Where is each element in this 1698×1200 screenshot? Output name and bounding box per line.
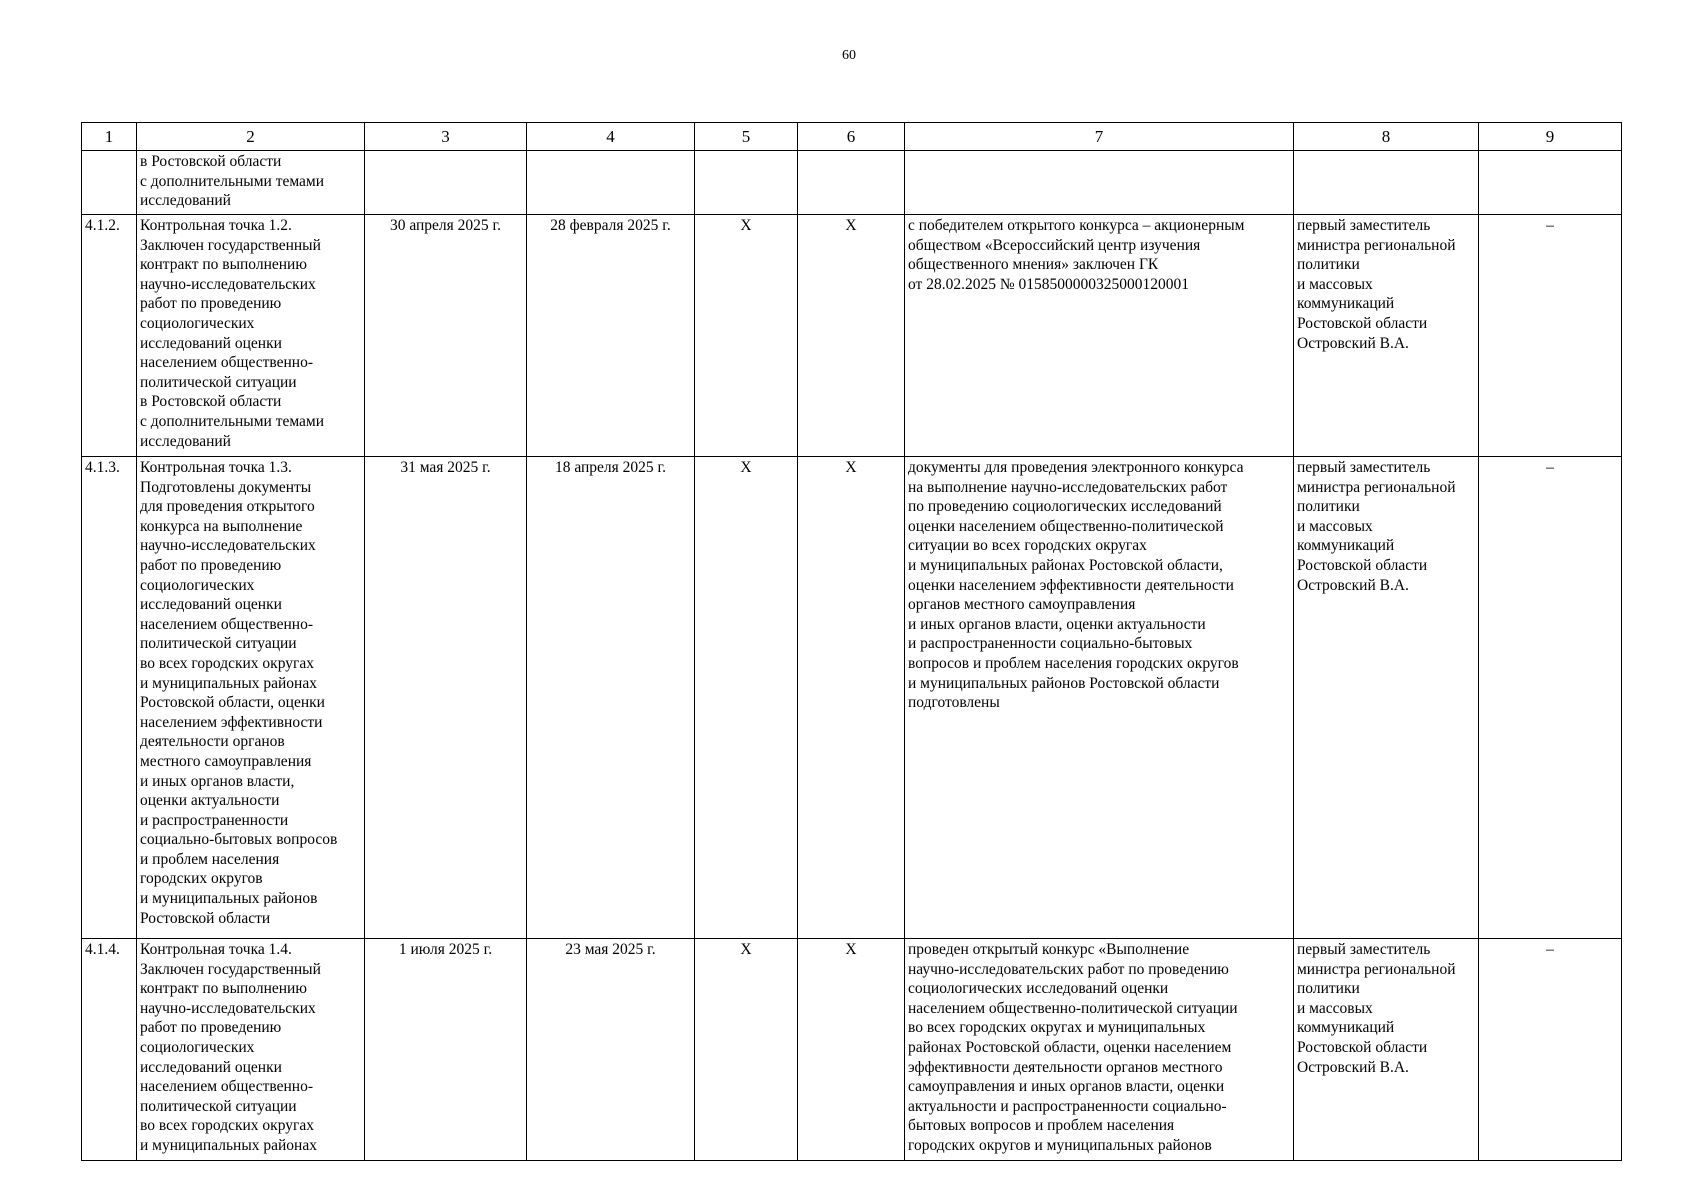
table-row: [82, 151, 1622, 215]
cell-text: 4.1.2.: [85, 217, 120, 234]
cell-text: –: [1546, 217, 1554, 234]
text-line: подготовлены: [908, 694, 1000, 712]
text-line: Ростовской области: [1297, 556, 1428, 574]
text-line: бытовых вопросов и проблем населения: [908, 1117, 1175, 1135]
text-line: населением общественно-: [140, 615, 313, 633]
text-line: городских округов и муниципальных районов: [908, 1136, 1212, 1154]
text-line: во всех городских округах: [140, 654, 314, 672]
control-point-name-cell: [137, 151, 365, 215]
cell-text: 4.1.3.: [85, 459, 120, 476]
fact-date-cell: [527, 215, 695, 457]
table-row: [82, 457, 1622, 939]
text-line: конкурса на выполнение: [140, 517, 303, 535]
text-line: научно-исследовательских работ по проведению: [908, 960, 1229, 978]
cell-text: X: [845, 941, 857, 958]
cell-text: X: [845, 459, 857, 476]
col5-cell: [695, 457, 798, 939]
text-line: местного самоуправления: [140, 752, 312, 770]
col9-cell: [1479, 939, 1622, 1161]
text-line: научно-исследовательских: [140, 537, 316, 555]
responsible-cell: [1294, 215, 1479, 457]
text-line: оценки актуальности: [140, 792, 280, 810]
text-line: обществом «Всероссийский центр изучения: [908, 236, 1201, 254]
text-line: Контрольная точка 1.2.: [140, 217, 292, 234]
control-point-name-cell: [137, 457, 365, 939]
row-number-cell: [82, 939, 137, 1161]
table-row: [82, 215, 1622, 457]
text-line: Заключен государственный: [140, 236, 321, 254]
text-line: и муниципальных районов: [140, 890, 318, 908]
text-line: исследований оценки: [140, 596, 282, 614]
text-line: оценки населением эффективности деятельности: [908, 576, 1234, 594]
cell-text: 28 февраля 2025 г.: [550, 217, 671, 234]
col6-cell: [798, 151, 905, 215]
text-line: контракт по выполнению: [140, 980, 307, 998]
text-line: политики: [1297, 256, 1360, 274]
text-line: на выполнение научно-исследовательских работ: [908, 478, 1228, 496]
col6-cell: [798, 215, 905, 457]
fact-date-cell: [527, 151, 695, 215]
text-line: деятельности органов: [140, 733, 285, 751]
row-number-cell: [82, 457, 137, 939]
text-line: Островский В.А.: [1297, 334, 1409, 352]
text-line: во всех городских округах: [140, 1117, 314, 1135]
text-line: исследований оценки: [140, 334, 282, 352]
cell-text: X: [845, 217, 857, 234]
text-line: политической ситуации: [140, 1097, 297, 1115]
fact-date-cell: [527, 457, 695, 939]
responsible-cell: [1294, 151, 1479, 215]
text-line: первый заместитель: [1297, 941, 1431, 958]
plan-date-cell: [365, 215, 527, 457]
text-line: контракт по выполнению: [140, 256, 307, 274]
text-line: Ростовской области: [1297, 1038, 1428, 1056]
text-line: с победителем открытого конкурса – акционерным: [908, 217, 1245, 234]
text-line: с дополнительными темами: [140, 172, 325, 190]
cell-text: X: [740, 459, 752, 476]
result-cell: [905, 151, 1294, 215]
text-line: Островский В.А.: [1297, 1058, 1409, 1076]
text-line: во всех городских округах и муниципальных: [908, 1019, 1206, 1037]
cell-text: 31 мая 2025 г.: [400, 459, 491, 476]
text-line: министра региональной: [1297, 960, 1456, 978]
text-line: политической ситуации: [140, 373, 297, 391]
text-line: Подготовлены документы: [140, 478, 312, 496]
text-line: социологических исследований оценки: [908, 980, 1169, 998]
col6-cell: [798, 457, 905, 939]
header-cell: 1: [82, 123, 137, 151]
header-cell: 8: [1294, 123, 1479, 151]
fact-date-cell: [527, 939, 695, 1161]
text-line: министра региональной: [1297, 236, 1456, 254]
cell-text: –: [1546, 459, 1554, 476]
text-line: в Ростовской области: [140, 393, 282, 411]
text-line: Контрольная точка 1.3.: [140, 459, 292, 476]
text-line: городских округов: [140, 870, 263, 888]
cell-text: 1 июля 2025 г.: [398, 941, 493, 958]
cell-text: X: [740, 941, 752, 958]
text-line: и массовых: [1297, 517, 1373, 535]
header-cell: 3: [365, 123, 527, 151]
text-line: и распространенности социально-бытовых: [908, 635, 1193, 653]
text-line: и муниципальных районах: [140, 674, 317, 692]
control-point-name-cell: [137, 215, 365, 457]
table-header-row: [82, 123, 1622, 151]
text-line: ситуации во всех городских округах: [908, 537, 1147, 555]
text-line: населением общественно-: [140, 354, 313, 372]
result-cell: [905, 939, 1294, 1161]
text-line: и распространенности: [140, 811, 289, 829]
cell-text: 18 апреля 2025 г.: [554, 459, 667, 476]
text-line: работ по проведению: [140, 1019, 282, 1037]
text-line: от 28.02.2025 № 0158500000325000120001: [908, 275, 1189, 293]
text-line: Ростовской области: [140, 909, 271, 927]
text-line: вопросов и проблем населения городских округов: [908, 654, 1239, 672]
text-line: коммуникаций: [1297, 537, 1395, 555]
text-line: для проведения открытого: [140, 498, 315, 516]
text-line: в Ростовской области: [140, 153, 282, 170]
text-line: политики: [1297, 498, 1360, 516]
control-point-name-cell: [137, 939, 365, 1161]
result-cell: [905, 215, 1294, 457]
col5-cell: [695, 151, 798, 215]
text-line: социологических: [140, 1038, 255, 1056]
row-number-cell: [82, 151, 137, 215]
text-line: с дополнительными темами: [140, 412, 325, 430]
header-cell: 5: [695, 123, 798, 151]
col6-cell: [798, 939, 905, 1161]
text-line: органов местного самоуправления: [908, 596, 1136, 614]
col9-cell: [1479, 151, 1622, 215]
cell-text: X: [740, 217, 752, 234]
table-row: [82, 939, 1622, 1161]
header-cell: 7: [905, 123, 1294, 151]
responsible-cell: [1294, 939, 1479, 1161]
text-line: и муниципальных районов Ростовской области: [908, 674, 1220, 692]
text-line: проведен открытый конкурс «Выполнение: [908, 941, 1190, 958]
text-line: актуальности и распространенности социально-: [908, 1097, 1227, 1115]
result-cell: [905, 457, 1294, 939]
text-line: самоуправления и иных органов власти, оценки: [908, 1078, 1225, 1096]
page-number: 60: [842, 48, 856, 63]
plan-date-cell: [365, 939, 527, 1161]
text-line: политической ситуации: [140, 635, 297, 653]
cell-text: 30 апреля 2025 г.: [389, 217, 502, 234]
text-line: коммуникаций: [1297, 295, 1395, 313]
col9-cell: [1479, 457, 1622, 939]
text-line: районах Ростовской области, оценки населением: [908, 1038, 1232, 1056]
text-line: министра региональной: [1297, 478, 1456, 496]
responsible-cell: [1294, 457, 1479, 939]
text-line: и проблем населения: [140, 850, 280, 868]
plan-date-cell: [365, 457, 527, 939]
text-line: работ по проведению: [140, 295, 282, 313]
plan-date-cell: [365, 151, 527, 215]
text-line: научно-исследовательских: [140, 275, 316, 293]
text-line: Островский В.А.: [1297, 576, 1409, 594]
header-cell: 2: [137, 123, 365, 151]
text-line: первый заместитель: [1297, 217, 1431, 234]
text-line: и иных органов власти,: [140, 772, 295, 790]
text-line: работ по проведению: [140, 556, 282, 574]
cell-text: 4.1.4.: [85, 941, 120, 958]
header-cell: 6: [798, 123, 905, 151]
text-line: научно-исследовательских: [140, 999, 316, 1017]
text-line: Заключен государственный: [140, 960, 321, 978]
cell-text: –: [1546, 941, 1554, 958]
text-line: документы для проведения электронного конкурса: [908, 459, 1244, 476]
text-line: и массовых: [1297, 999, 1373, 1017]
row-number-cell: [82, 215, 137, 457]
header-cell: 4: [527, 123, 695, 151]
control-points-table: [81, 122, 1622, 1161]
text-line: населением эффективности: [140, 713, 323, 731]
col5-cell: [695, 939, 798, 1161]
text-line: эффективности деятельности органов местного: [908, 1058, 1223, 1076]
text-line: Контрольная точка 1.4.: [140, 941, 292, 958]
text-line: и муниципальных районах: [140, 1136, 317, 1154]
cell-text: 23 мая 2025 г.: [565, 941, 656, 958]
text-line: исследований: [140, 192, 231, 210]
text-line: общественного мнения» заключен ГК: [908, 256, 1159, 274]
text-line: социологических: [140, 314, 255, 332]
text-line: и муниципальных районах Ростовской области,: [908, 556, 1223, 574]
text-line: Ростовской области: [1297, 314, 1428, 332]
text-line: исследований оценки: [140, 1058, 282, 1076]
text-line: Ростовской области, оценки: [140, 694, 325, 712]
text-line: населением общественно-политической ситуации: [908, 999, 1238, 1017]
text-line: коммуникаций: [1297, 1019, 1395, 1037]
text-line: социально-бытовых вопросов: [140, 831, 338, 849]
text-line: и массовых: [1297, 275, 1373, 293]
text-line: первый заместитель: [1297, 459, 1431, 476]
text-line: политики: [1297, 980, 1360, 998]
col9-cell: [1479, 215, 1622, 457]
header-cell: 9: [1479, 123, 1622, 151]
text-line: населением общественно-: [140, 1078, 313, 1096]
text-line: и иных органов власти, оценки актуальности: [908, 615, 1206, 633]
text-line: социологических: [140, 576, 255, 594]
col5-cell: [695, 215, 798, 457]
text-line: оценки населением общественно-политической: [908, 517, 1224, 535]
text-line: исследований: [140, 432, 231, 450]
text-line: по проведению социологических исследований: [908, 498, 1222, 516]
